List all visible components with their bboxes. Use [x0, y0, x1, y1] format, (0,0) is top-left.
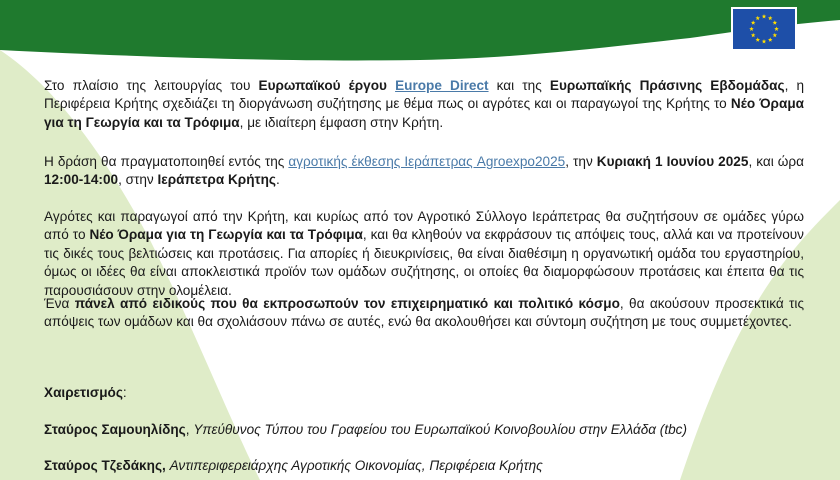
eu-star-icon — [768, 37, 773, 41]
p1-text-1: Στο πλαίσιο της λειτουργίας του — [44, 78, 259, 93]
p2-text-1: Η δράση θα πραγματοποιηθεί εντός της — [44, 154, 289, 169]
eu-star-icon — [751, 33, 756, 37]
green-header-band — [0, 0, 840, 61]
eu-star-icon — [773, 20, 778, 24]
greeting-colon: : — [122, 385, 127, 400]
europe-direct-link[interactable]: Europe Direct — [395, 78, 489, 93]
intro-paragraph — [44, 77, 804, 132]
p1-bold-vision: Νέο Όραμα για τη Γεωργία και τα Τρόφιμα — [44, 96, 805, 130]
speaker-role: Υπεύθυνος Τύπου του Γραφείου του Ευρωπαϊκού Κοινοβουλίου στην Ελλάδα (tbc) — [193, 422, 687, 437]
event-date: Κυριακή 1 Ιουνίου 2025 — [596, 154, 749, 169]
speaker-role: Αντιπεριφερειάρχης Αγροτικής Οικονομίας, Περιφέρεια Κρήτης — [169, 458, 543, 473]
p2-text-3: , και ώρα — [748, 154, 805, 169]
eu-star-icon — [762, 14, 767, 18]
speaker-line — [44, 421, 687, 439]
p1-bold-project: Ευρωπαϊκού έργου — [258, 78, 396, 93]
p3-text-2: , και θα κληθούν να εκφράσουν τις απόψεις τους, αλλά και να προτείνουν τις δικές τους βελτιώσεις και προτάσεις. Για απορίες ή διευκρινίσεις, θα είναι διαθέσιμη η οργανωτική ομάδα του εργαστηρίου, όμως οι ιδέες θα είναι αποκλειστικά προϊόν των ομάδων συζήτησης, οι οποίες θα διαμορφώσουν προτάσεις και έπειτα θα τις παρουσιάσουν στην ολομέλεια. — [44, 227, 804, 298]
discussion-paragraph — [44, 208, 804, 300]
eu-flag-icon — [733, 9, 795, 49]
p1-bold-green-week: Ευρωπαϊκής Πράσινης Εβδομάδας — [549, 78, 785, 93]
greeting-label: Χαιρετισμός — [44, 385, 123, 400]
event-details-paragraph — [44, 153, 804, 190]
eu-star-icon — [774, 27, 779, 31]
speaker-line — [44, 457, 543, 475]
speaker-name: Σταύρος Τζεδάκης, — [44, 458, 166, 473]
eu-star-icon — [749, 27, 754, 31]
eu-star-icon — [768, 16, 773, 20]
p4-text-2: , θα ακούσουν προσεκτικά τις απόψεις των ομάδων και θα σχολιάσουν πάνω σε αυτές, ενώ θα ακολουθήσει και σύντομη συζήτηση με τους συμμετέχοντες. — [44, 296, 805, 330]
speaker-separator: , — [185, 422, 194, 437]
eu-star-icon — [751, 20, 756, 24]
eu-star-icon — [762, 39, 767, 43]
greeting-heading — [44, 384, 127, 402]
eu-star-icon — [755, 16, 760, 20]
p4-text-1: Ένα — [44, 296, 75, 311]
event-location: Ιεράπετρα Κρήτης — [157, 172, 276, 188]
p1-text-3: , η Περιφέρεια Κρήτης σχεδιάζει τη διοργάνωση συζήτησης με θέμα πως οι αγρότες και οι παραγωγοί της Κρήτης το — [44, 78, 805, 112]
speaker-name: Σταύρος Σαμουηλίδης — [44, 422, 186, 437]
p4-bold-panel: πάνελ από ειδικούς που θα εκπροσωπούν τον επιχειρηματικό και πολιτικό κόσμο — [74, 296, 620, 311]
panel-paragraph — [44, 295, 804, 332]
p2-text-2: , την — [565, 154, 597, 169]
p1-text-4: , με ιδιαίτερη έμφαση στην Κρήτη. — [239, 114, 444, 130]
eu-flag — [731, 7, 797, 51]
event-time: 12:00-14:00 — [44, 172, 119, 188]
p3-bold-vision: Νέο Όραμα για τη Γεωργία και τα Τρόφιμα — [89, 227, 363, 243]
p2-text-4: , στην — [118, 172, 158, 188]
eu-star-icon — [773, 33, 778, 37]
eu-star-icon — [755, 37, 760, 41]
p1-text-2: και της — [488, 78, 550, 93]
p2-text-5: . — [275, 172, 280, 188]
p3-text-1: Αγρότες και παραγωγοί από την Κρήτη, και κυρίως από τον Αγροτικό Σύλλογο Ιεράπετρας θα συζητήσουν σε ομάδες γύρω από το — [44, 209, 804, 243]
agroexpo-link[interactable]: αγροτικής έκθεσης Ιεράπετρας Agroexpo2025 — [288, 154, 566, 169]
